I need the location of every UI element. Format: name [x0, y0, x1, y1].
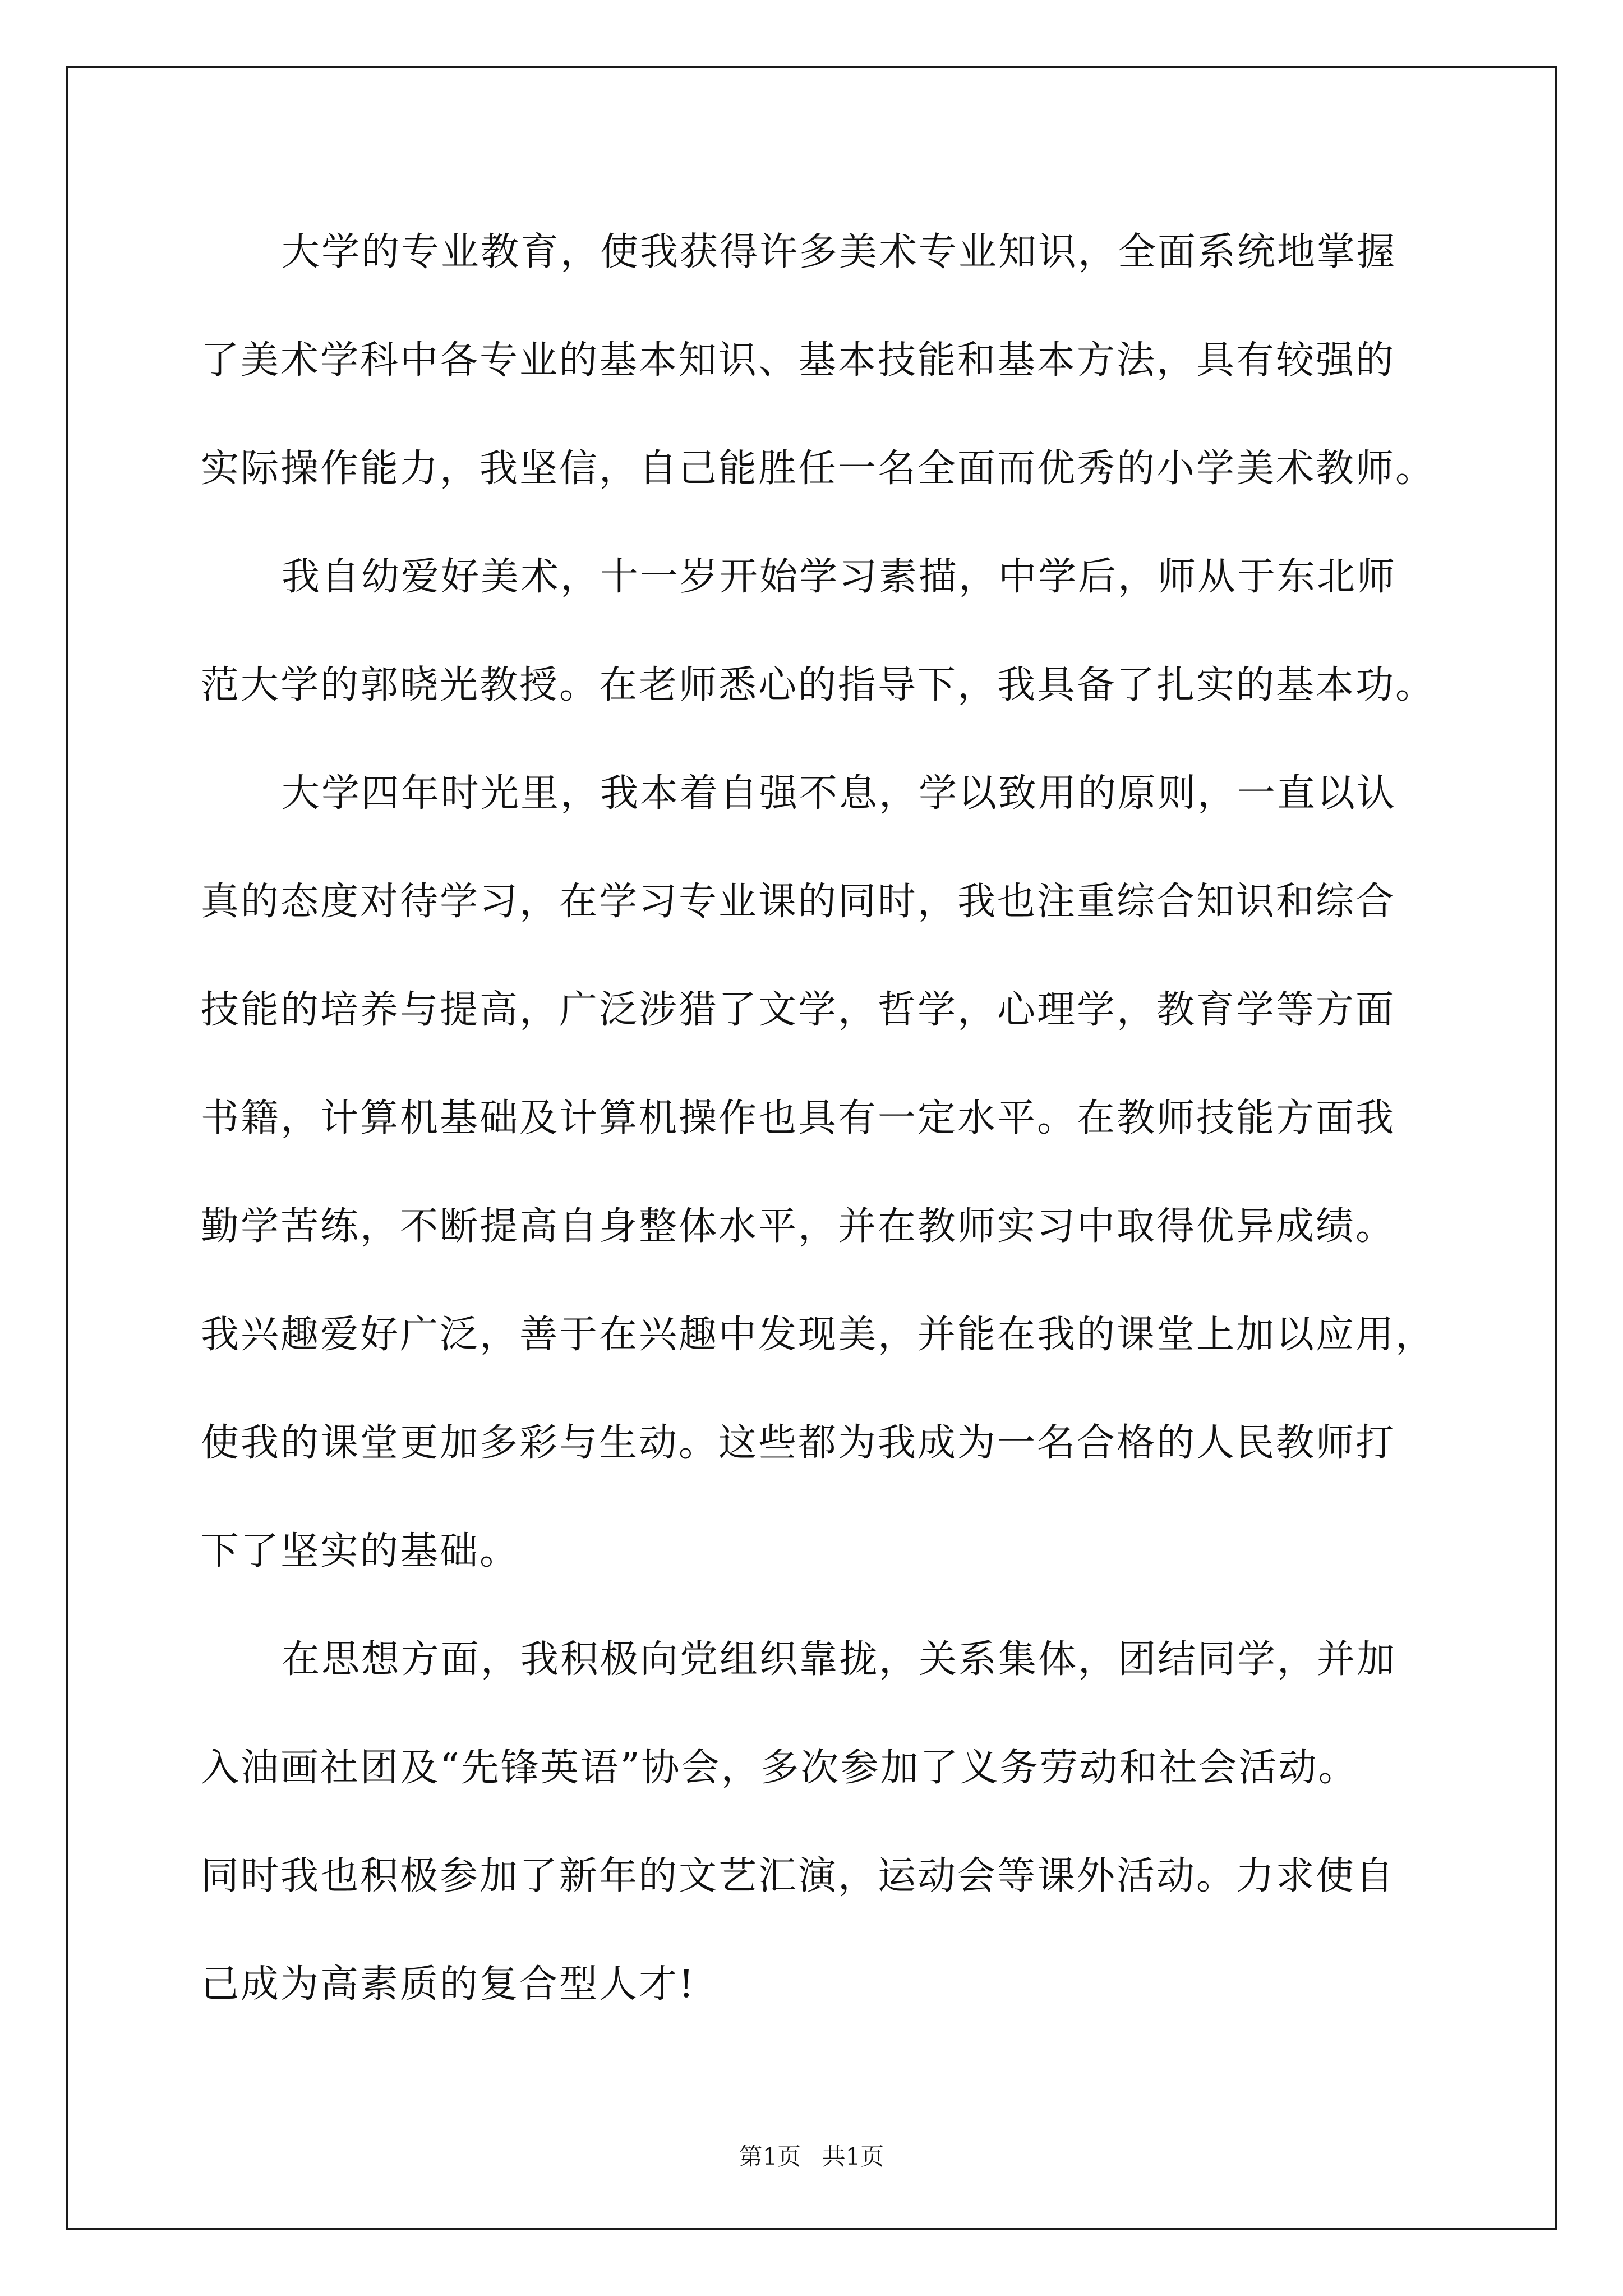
paragraph-2 [201, 544, 1435, 760]
text-line: 我兴趣爱好广泛，善于在兴趣中发现美，并能在我的课堂上加以应用， [201, 1313, 1436, 1357]
text-line: 范大学的郭晓光教授。在老师悉心的指导下，我具备了扎实的基本功。 [201, 663, 1436, 707]
text-line: 同时我也积极参加了新年的文艺汇演，运动会等课外活动。力求使自 [201, 1854, 1396, 1898]
text-line: 实际操作能力，我坚信，自己能胜任一名全面而优秀的小学美术教师。 [201, 447, 1436, 491]
text-line: 了美术学科中各专业的基本知识、基本技能和基本方法，具有较强的 [201, 338, 1396, 383]
text-line: 书籍，计算机基础及计算机操作也具有一定水平。在教师技能方面我 [201, 1096, 1396, 1140]
text-line: 在思想方面，我积极向党组织靠拢，关系集体，团结同学，并加 [282, 1637, 1397, 1682]
paragraph-1 [201, 219, 1435, 544]
text-line: 使我的课堂更加多彩与生动。这些都为我成为一名合格的人民教师打 [201, 1421, 1396, 1465]
paragraph-4 [201, 1626, 1435, 2059]
text-line: 入油画社团及“先锋英语”协会，多次参加了义务劳动和社会活动。 [201, 1746, 1358, 1790]
text-line: 我自幼爱好美术，十一岁开始学习素描，中学后，师从于东北师 [282, 555, 1397, 599]
text-line: 勤学苦练，不断提高自身整体水平，并在教师实习中取得优异成绩。 [201, 1204, 1396, 1249]
paragraph-3 [201, 760, 1435, 1626]
text-line: 技能的培养与提高，广泛涉猎了文学，哲学，心理学，教育学等方面 [201, 988, 1396, 1032]
document-body [201, 219, 1435, 2059]
page-number-current: 第1页 [739, 2143, 801, 2170]
text-line: 己成为高素质的复合型人才! [201, 1962, 696, 2007]
text-line: 大学的专业教育，使我获得许多美术专业知识，全面系统地掌握 [282, 230, 1397, 274]
text-line: 真的态度对待学习，在学习专业课的同时，我也注重综合知识和综合 [201, 880, 1396, 924]
page-number-total: 共1页 [822, 2143, 884, 2170]
text-line: 下了坚实的基础。 [201, 1529, 520, 1573]
text-line: 大学四年时光里，我本着自强不息，学以致用的原则，一直以认 [282, 771, 1397, 816]
page-footer [0, 2138, 1623, 2172]
